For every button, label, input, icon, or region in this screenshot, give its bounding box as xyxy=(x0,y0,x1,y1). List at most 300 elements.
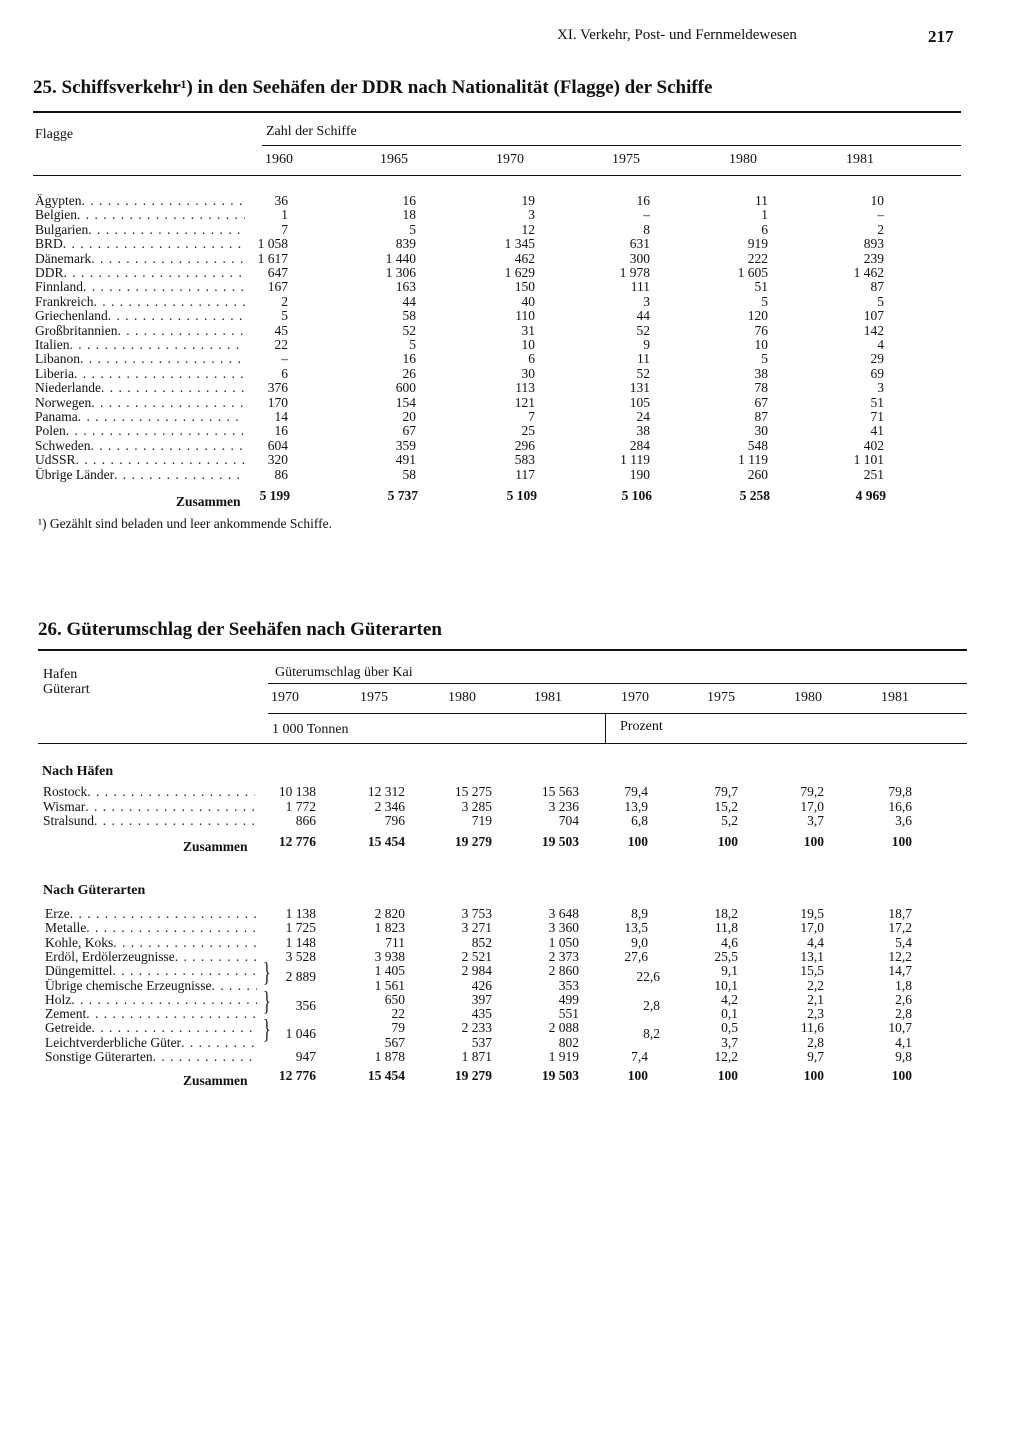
table25-cell: 52 xyxy=(636,322,650,338)
table26-port-cell: 79,7 xyxy=(714,784,738,799)
table26-goods-cell: 1 050 xyxy=(548,934,579,950)
table25-cell: 5 xyxy=(281,308,288,324)
table25-total-cell: 5 737 xyxy=(387,488,418,503)
table25-row-label-text: Panama xyxy=(35,409,78,424)
table25-group-header: Zahl der Schiffe xyxy=(266,124,357,139)
table25-year-1975: 1975 xyxy=(612,152,640,167)
table25-cell: 222 xyxy=(747,250,768,266)
table25-cell: 5 xyxy=(761,293,768,309)
table26-port-cell: 79,8 xyxy=(888,784,912,799)
table25-cell: 170 xyxy=(267,394,288,410)
table26-port-cell: 796 xyxy=(384,813,405,828)
table26-goods-cell: 499 xyxy=(558,991,579,1007)
table26-goods-cell: 0,1 xyxy=(721,1006,738,1022)
table25-cell: – xyxy=(281,351,288,367)
table25-cell: 4 xyxy=(877,337,884,352)
table26-goods-cell: 27,6 xyxy=(624,948,648,964)
table25-cell: 19 xyxy=(521,193,535,208)
table26-goods-cell: 11,6 xyxy=(800,1020,824,1036)
table26-goods-cell: 4,6 xyxy=(721,934,738,950)
table25-cell: 10 xyxy=(870,193,884,208)
table25-cell: 142 xyxy=(863,322,884,338)
table25-cell: 284 xyxy=(629,437,650,453)
table26-year-2: 1980 xyxy=(448,690,476,705)
table26-ports-total-cell: 19 503 xyxy=(541,834,579,849)
table26-braced-percent: 8,2 xyxy=(643,1026,660,1042)
table25-cell: 52 xyxy=(636,365,650,381)
table26-year-rule xyxy=(268,713,967,714)
table25-cell: 16 xyxy=(402,193,416,208)
table25-cell: 1 462 xyxy=(853,265,884,280)
table25-cell: 30 xyxy=(754,423,768,439)
table26-goods-cell: 7,4 xyxy=(631,1049,648,1064)
table25-cell: 1 978 xyxy=(619,265,650,280)
table25-cell: – xyxy=(643,207,650,223)
table26-port-cell: 16,6 xyxy=(888,798,912,814)
table25-header-rule xyxy=(33,175,961,176)
table26-port-cell: 79,4 xyxy=(624,784,648,799)
table25-cell: 1 058 xyxy=(257,236,288,252)
table26-goods-cell: 79 xyxy=(391,1020,405,1036)
table26-year-4: 1970 xyxy=(621,690,649,705)
table25-row-label-text: Ägypten xyxy=(35,193,82,208)
table25-cell: 51 xyxy=(870,394,884,410)
table25-cell: 18 xyxy=(402,207,416,223)
table26-goods-cell: 15,5 xyxy=(800,963,824,979)
table25-cell: 6 xyxy=(281,365,288,381)
table26-goods-total-cell: 100 xyxy=(891,1068,912,1083)
table25-row-label-text: Liberia xyxy=(35,365,74,381)
table25-cell: 376 xyxy=(267,380,288,396)
table25-cell: 402 xyxy=(863,437,884,453)
table26-port-cell: 6,8 xyxy=(631,813,648,828)
table26-port-cell: 15 275 xyxy=(454,784,492,799)
table25-cell: 359 xyxy=(395,437,416,453)
table25-cell: 239 xyxy=(863,250,884,266)
table25-row-label-text: Niederlande xyxy=(35,380,101,396)
table26-goods-cell: 1 871 xyxy=(461,1049,492,1064)
table26-port-cell: 5,2 xyxy=(721,813,738,828)
table25-row-label-text: Finnland xyxy=(35,279,84,295)
table26-goods-cell: 5,4 xyxy=(895,934,912,950)
table26-goods-total-cell: 19 503 xyxy=(541,1068,579,1083)
table26-goods-cell: 8,9 xyxy=(631,906,648,921)
table26-year-3: 1981 xyxy=(534,690,562,705)
table25-total-cell: 5 106 xyxy=(621,488,652,503)
table25-cell: 5 xyxy=(409,221,416,237)
table26-ports-total-cell: 100 xyxy=(717,834,738,849)
table26-port-label-text: Rostock xyxy=(43,784,88,799)
table26-port-cell: 3 236 xyxy=(548,798,579,814)
table25-row-label-text: Libanon xyxy=(35,351,80,367)
table26-goods-cell: 1 878 xyxy=(374,1049,405,1064)
table26-goods-cell: 397 xyxy=(471,991,492,1007)
table25-cell: 1 629 xyxy=(504,265,535,280)
table25-cell: 251 xyxy=(863,466,884,482)
table26-goods-cell: 3 271 xyxy=(461,920,492,936)
table25-row-label-text: Belgien xyxy=(35,207,77,223)
table25-cell: 583 xyxy=(514,452,535,468)
table26-goods-cell: 2 233 xyxy=(461,1020,492,1036)
table26-goods-label-text: Kohle, Koks xyxy=(45,934,114,950)
table26-goods-cell: 2,8 xyxy=(807,1034,824,1050)
table26-goods-cell: 2 860 xyxy=(548,963,579,979)
table26-top-rule xyxy=(38,649,967,651)
table26-goods-cell: 2,3 xyxy=(807,1006,824,1022)
table26-goods-cell: 19,5 xyxy=(800,906,824,921)
table25-cell: 67 xyxy=(754,394,768,410)
table25-cell: 10 xyxy=(754,337,768,352)
table25-cell: 121 xyxy=(514,394,535,410)
table26-goods-cell: 11,8 xyxy=(714,920,738,936)
table26-port-cell: 3 285 xyxy=(461,798,492,814)
table26-port-cell: 719 xyxy=(471,813,492,828)
table26-goods-cell: 802 xyxy=(558,1034,579,1050)
table25-cell: 1 xyxy=(281,207,288,223)
table25-cell: 58 xyxy=(402,466,416,482)
table25-cell: 3 xyxy=(877,380,884,396)
table25-cell: 87 xyxy=(754,409,768,424)
table26-goods-cell: 1 823 xyxy=(374,920,405,936)
table26-goods-label-text: Erdöl, Erdölerzeugnisse xyxy=(45,948,175,964)
table26-braced-tonnes: 356 xyxy=(295,997,316,1013)
table26-goods-cell: 3 648 xyxy=(548,906,579,921)
table25-cell: 69 xyxy=(870,365,884,381)
table25-row-label-text: BRD xyxy=(35,236,63,252)
table26-goods-cell: 2,6 xyxy=(895,991,912,1007)
table26-goods-cell: 2,2 xyxy=(807,977,824,993)
table26-brace: } xyxy=(263,958,271,988)
table26-goods-cell: 551 xyxy=(558,1006,579,1022)
page-number: 217 xyxy=(928,27,954,46)
table25-cell: 16 xyxy=(636,193,650,208)
table26-goods-cell: 17,0 xyxy=(800,920,824,936)
table26-goods-cell: 852 xyxy=(471,934,492,950)
table25-cell: 20 xyxy=(402,409,416,424)
table26-goods-cell: 1,8 xyxy=(895,977,912,993)
table25-cell: 320 xyxy=(267,452,288,468)
table26-ports-total-cell: 100 xyxy=(803,834,824,849)
table25-cell: 604 xyxy=(267,437,288,453)
table26-goods-cell: 3 938 xyxy=(374,948,405,964)
table26-group-rule xyxy=(268,683,967,684)
table25-cell: 6 xyxy=(761,221,768,237)
table26-goods-cell: 10,1 xyxy=(714,977,738,993)
table26-goods-cell: 4,4 xyxy=(807,934,824,950)
table25-row-label-text: Schweden xyxy=(35,437,91,453)
table26-goods-cell: 0,5 xyxy=(721,1020,738,1036)
table26-goods-cell: 1 148 xyxy=(285,934,316,950)
table25-cell: 10 xyxy=(521,337,535,352)
table25-total-cell: 4 969 xyxy=(855,488,886,503)
table25-cell: 1 xyxy=(761,207,768,223)
table26-port-cell: 13,9 xyxy=(624,798,648,814)
table25-cell: 16 xyxy=(274,423,288,439)
table25-row-label-text: Norwegen xyxy=(35,394,92,410)
table26-ports-total-cell: 100 xyxy=(627,834,648,849)
table26-goods-total-cell: 100 xyxy=(627,1068,648,1083)
table26-goods-cell: 17,2 xyxy=(888,920,912,936)
table26-port-label xyxy=(43,813,255,829)
table26-goods-cell: 4,1 xyxy=(895,1034,912,1050)
table26-port-cell: 2 346 xyxy=(374,798,405,814)
table26-ports-total-cell: 100 xyxy=(891,834,912,849)
table25-cell: 2 xyxy=(281,293,288,309)
table25-cell: 647 xyxy=(267,265,288,280)
table25-cell: 120 xyxy=(747,308,768,324)
table26-goods-cell: 711 xyxy=(385,934,405,950)
table25-cell: 631 xyxy=(629,236,650,252)
table26-port-cell: 3,6 xyxy=(895,813,912,828)
table25-cell: 87 xyxy=(870,279,884,295)
table25-cell: 1 440 xyxy=(385,250,416,266)
table25-cell: 31 xyxy=(521,322,535,338)
table26-unit-divider xyxy=(605,713,606,743)
table26-port-cell: 17,0 xyxy=(800,798,824,814)
table26-goods-cell: 12,2 xyxy=(714,1049,738,1064)
table26-ports-total-label: Zusammen xyxy=(183,839,248,854)
table26-goods-cell: 2 373 xyxy=(548,948,579,964)
table26-goods-cell: 13,1 xyxy=(800,948,824,964)
table25-cell: 1 605 xyxy=(737,265,768,280)
table25-cell: 51 xyxy=(754,279,768,295)
table25-cell: 16 xyxy=(402,351,416,367)
table26-year-1: 1975 xyxy=(360,690,388,705)
table26-goods-cell: 22 xyxy=(391,1006,405,1022)
table25-cell: 462 xyxy=(514,250,535,266)
table26-goods-label-text: Metalle xyxy=(45,920,87,936)
table26-goods-cell: 426 xyxy=(471,977,492,993)
table26-goods-label-text: Sonstige Güterarten xyxy=(45,1049,153,1064)
table25-cell: 1 617 xyxy=(257,250,288,266)
table25-cell: 45 xyxy=(274,322,288,338)
table26-goods-cell: 2,1 xyxy=(807,991,824,1007)
table25-top-rule xyxy=(33,111,961,113)
table25-cell: 190 xyxy=(629,466,650,482)
table25-cell: 78 xyxy=(754,380,768,396)
table26-goods-cell: 2 820 xyxy=(374,906,405,921)
table26-port-label-text: Stralsund xyxy=(43,813,95,828)
table25-cell: 111 xyxy=(630,279,650,295)
table25-cell: 1 119 xyxy=(620,452,650,468)
table26-goods-cell: 2 984 xyxy=(461,963,492,979)
table25-cell: 113 xyxy=(515,380,535,396)
table26-year-6: 1980 xyxy=(794,690,822,705)
table26-goods-cell: 25,5 xyxy=(714,948,738,964)
table26-goods-total-label: Zusammen xyxy=(183,1073,248,1088)
table26-section-goods: Nach Güterarten xyxy=(43,883,146,898)
table26-goods-cell: 947 xyxy=(295,1049,316,1064)
table25-cell: 300 xyxy=(629,250,650,266)
table25-cell: 76 xyxy=(754,322,768,338)
table26-stub-header-2: Güterart xyxy=(43,682,90,697)
table25-cell: 24 xyxy=(636,409,650,424)
table26-port-cell: 1 772 xyxy=(285,798,316,814)
table25-cell: 41 xyxy=(870,423,884,439)
table26-goods-cell: 3 360 xyxy=(548,920,579,936)
table26-unit-percent: Prozent xyxy=(620,719,663,734)
table26-goods-label-text: Zement xyxy=(45,1006,87,1022)
table25-row-label-text: UdSSR xyxy=(35,452,76,468)
table26-goods-cell: 14,7 xyxy=(888,963,912,979)
table25-cell: 36 xyxy=(274,193,288,208)
table25-row-label-text: Frankreich xyxy=(35,293,94,309)
table26-goods-cell: 1 919 xyxy=(548,1049,579,1064)
table26-goods-total-cell: 19 279 xyxy=(454,1068,492,1083)
table25-row-label-text: Übrige Länder xyxy=(35,466,115,482)
table25-cell: 22 xyxy=(274,337,288,352)
table25-cell: 491 xyxy=(395,452,416,468)
table25-total-label: Zusammen xyxy=(176,494,241,509)
table25-cell: 52 xyxy=(402,322,416,338)
table26-ports-total-cell: 19 279 xyxy=(454,834,492,849)
table25-cell: 167 xyxy=(267,279,288,295)
table25-cell: 600 xyxy=(395,380,416,396)
table25-cell: 14 xyxy=(274,409,288,424)
table26-port-label-text: Wismar xyxy=(43,798,86,814)
table26-port-cell: 704 xyxy=(558,813,579,828)
table25-cell: 40 xyxy=(521,293,535,309)
table25-total-cell: 5 258 xyxy=(739,488,770,503)
table26-year-7: 1981 xyxy=(881,690,909,705)
table26-port-cell: 12 312 xyxy=(367,784,405,799)
table26-goods-total-cell: 100 xyxy=(803,1068,824,1083)
table26-goods-cell: 9,0 xyxy=(631,934,648,950)
table26-port-cell: 10 138 xyxy=(278,784,316,799)
table26-goods-cell: 18,7 xyxy=(888,906,912,921)
table25-cell: – xyxy=(877,207,884,223)
table25-cell: 3 xyxy=(528,207,535,223)
table26-goods-cell: 18,2 xyxy=(714,906,738,921)
table25-cell: 839 xyxy=(395,236,416,252)
table25-cell: 44 xyxy=(636,308,650,324)
table26-goods-cell: 13,5 xyxy=(624,920,648,936)
table26-port-cell: 15,2 xyxy=(714,798,738,814)
table26-goods-label-text: Leichtverderbliche Güter xyxy=(45,1034,182,1050)
table25-cell: 5 xyxy=(761,351,768,367)
table26-brace: } xyxy=(263,987,271,1017)
table25-cell: 29 xyxy=(870,351,884,367)
table26-goods-cell: 3 528 xyxy=(285,948,316,964)
table25-cell: 25 xyxy=(521,423,535,439)
table25-cell: 2 xyxy=(877,221,884,237)
table25-cell: 12 xyxy=(521,221,535,237)
table25-cell: 260 xyxy=(747,466,768,482)
table25-cell: 7 xyxy=(281,221,288,237)
table26-port-cell: 866 xyxy=(295,813,316,828)
table26-goods-cell: 9,8 xyxy=(895,1049,912,1064)
table25-cell: 38 xyxy=(636,423,650,439)
table26-goods-cell: 537 xyxy=(471,1034,492,1050)
table25-cell: 3 xyxy=(643,293,650,309)
table26-port-cell: 15 563 xyxy=(541,784,579,799)
table25-cell: 7 xyxy=(528,409,535,424)
table25-cell: 131 xyxy=(629,380,650,396)
table26-goods-cell: 3 753 xyxy=(461,906,492,921)
table26-goods-cell: 4,2 xyxy=(721,991,738,1007)
table26-group-header: Güterumschlag über Kai xyxy=(275,665,413,680)
table26-goods-cell: 9,1 xyxy=(721,963,738,979)
table25-year-1980: 1980 xyxy=(729,152,757,167)
table25-cell: 9 xyxy=(643,337,650,352)
table26-braced-tonnes: 2 889 xyxy=(285,969,316,985)
table26-goods-cell: 1 405 xyxy=(374,963,405,979)
table26-goods-total-cell: 12 776 xyxy=(278,1068,316,1083)
table25-cell: 105 xyxy=(629,394,650,410)
table25-cell: 5 xyxy=(409,337,416,352)
table26-goods-cell: 1 725 xyxy=(285,920,316,936)
table25-cell: 163 xyxy=(395,279,416,295)
running-header: XI. Verkehr, Post- und Fernmeldewesen xyxy=(557,27,797,43)
table26-unit-tonnes: 1 000 Tonnen xyxy=(272,722,349,737)
table25-cell: 26 xyxy=(402,365,416,381)
table25-year-1970: 1970 xyxy=(496,152,524,167)
table26-goods-label-text: Holz xyxy=(45,991,72,1007)
table25-cell: 154 xyxy=(395,394,416,410)
table25-cell: 11 xyxy=(755,193,768,208)
table25-cell: 548 xyxy=(747,437,768,453)
table25-cell: 38 xyxy=(754,365,768,381)
table25-group-rule xyxy=(262,145,961,146)
table25-year-1981: 1981 xyxy=(846,152,874,167)
table25-cell: 30 xyxy=(521,365,535,381)
table25-cell: 1 306 xyxy=(385,265,416,280)
table26-braced-tonnes: 1 046 xyxy=(285,1026,316,1042)
table25-cell: 71 xyxy=(870,409,884,424)
table26-title: 26. Güterumschlag der Seehäfen nach Güterarten xyxy=(38,619,442,640)
table26-ports-total-cell: 12 776 xyxy=(278,834,316,849)
table25-row-label-text: Dänemark xyxy=(35,250,92,266)
table25-cell: 44 xyxy=(402,293,416,309)
table26-braced-percent: 22,6 xyxy=(636,969,660,985)
table26-goods-cell: 12,2 xyxy=(888,948,912,964)
table25-row-label-text: Großbritannien xyxy=(35,322,118,338)
table26-goods-label xyxy=(45,1049,257,1065)
table26-year-0: 1970 xyxy=(271,690,299,705)
table26-header-rule xyxy=(38,743,967,744)
table25-year-1965: 1965 xyxy=(380,152,408,167)
table26-goods-cell: 2 521 xyxy=(461,948,492,964)
table26-year-5: 1975 xyxy=(707,690,735,705)
table25-cell: 67 xyxy=(402,423,416,439)
table26-ports-total-cell: 15 454 xyxy=(367,834,405,849)
table26-goods-label-text: Übrige chemische Erzeugnisse xyxy=(45,977,212,993)
table26-section-ports: Nach Häfen xyxy=(42,764,114,779)
table25-cell: 1 119 xyxy=(738,452,768,468)
table25-footnote: ¹) Gezählt sind beladen und leer ankommende Schiffe. xyxy=(38,516,332,531)
table25-cell: 150 xyxy=(514,279,535,295)
table25-cell: 5 xyxy=(877,293,884,309)
table25-row-label-text: DDR xyxy=(35,265,64,280)
table25-cell: 117 xyxy=(515,466,535,482)
table25-cell: 919 xyxy=(747,236,768,252)
table26-goods-cell: 650 xyxy=(384,991,405,1007)
table25-total-cell: 5 199 xyxy=(259,488,290,503)
table26-goods-cell: 1 138 xyxy=(285,906,316,921)
table25-cell: 1 101 xyxy=(853,452,884,468)
table26-goods-cell: 3,7 xyxy=(721,1034,738,1050)
table26-goods-cell: 9,7 xyxy=(807,1049,824,1064)
table26-goods-total-cell: 100 xyxy=(717,1068,738,1083)
table25-row-label-text: Bulgarien xyxy=(35,221,89,237)
table25-cell: 296 xyxy=(514,437,535,453)
table25-stub-header: Flagge xyxy=(35,127,74,142)
table25-cell: 107 xyxy=(863,308,884,324)
table26-goods-cell: 567 xyxy=(384,1034,405,1050)
table26-braced-percent: 2,8 xyxy=(643,997,660,1013)
table25-cell: 110 xyxy=(515,308,535,324)
table26-goods-label-text: Düngemittel xyxy=(45,963,113,979)
